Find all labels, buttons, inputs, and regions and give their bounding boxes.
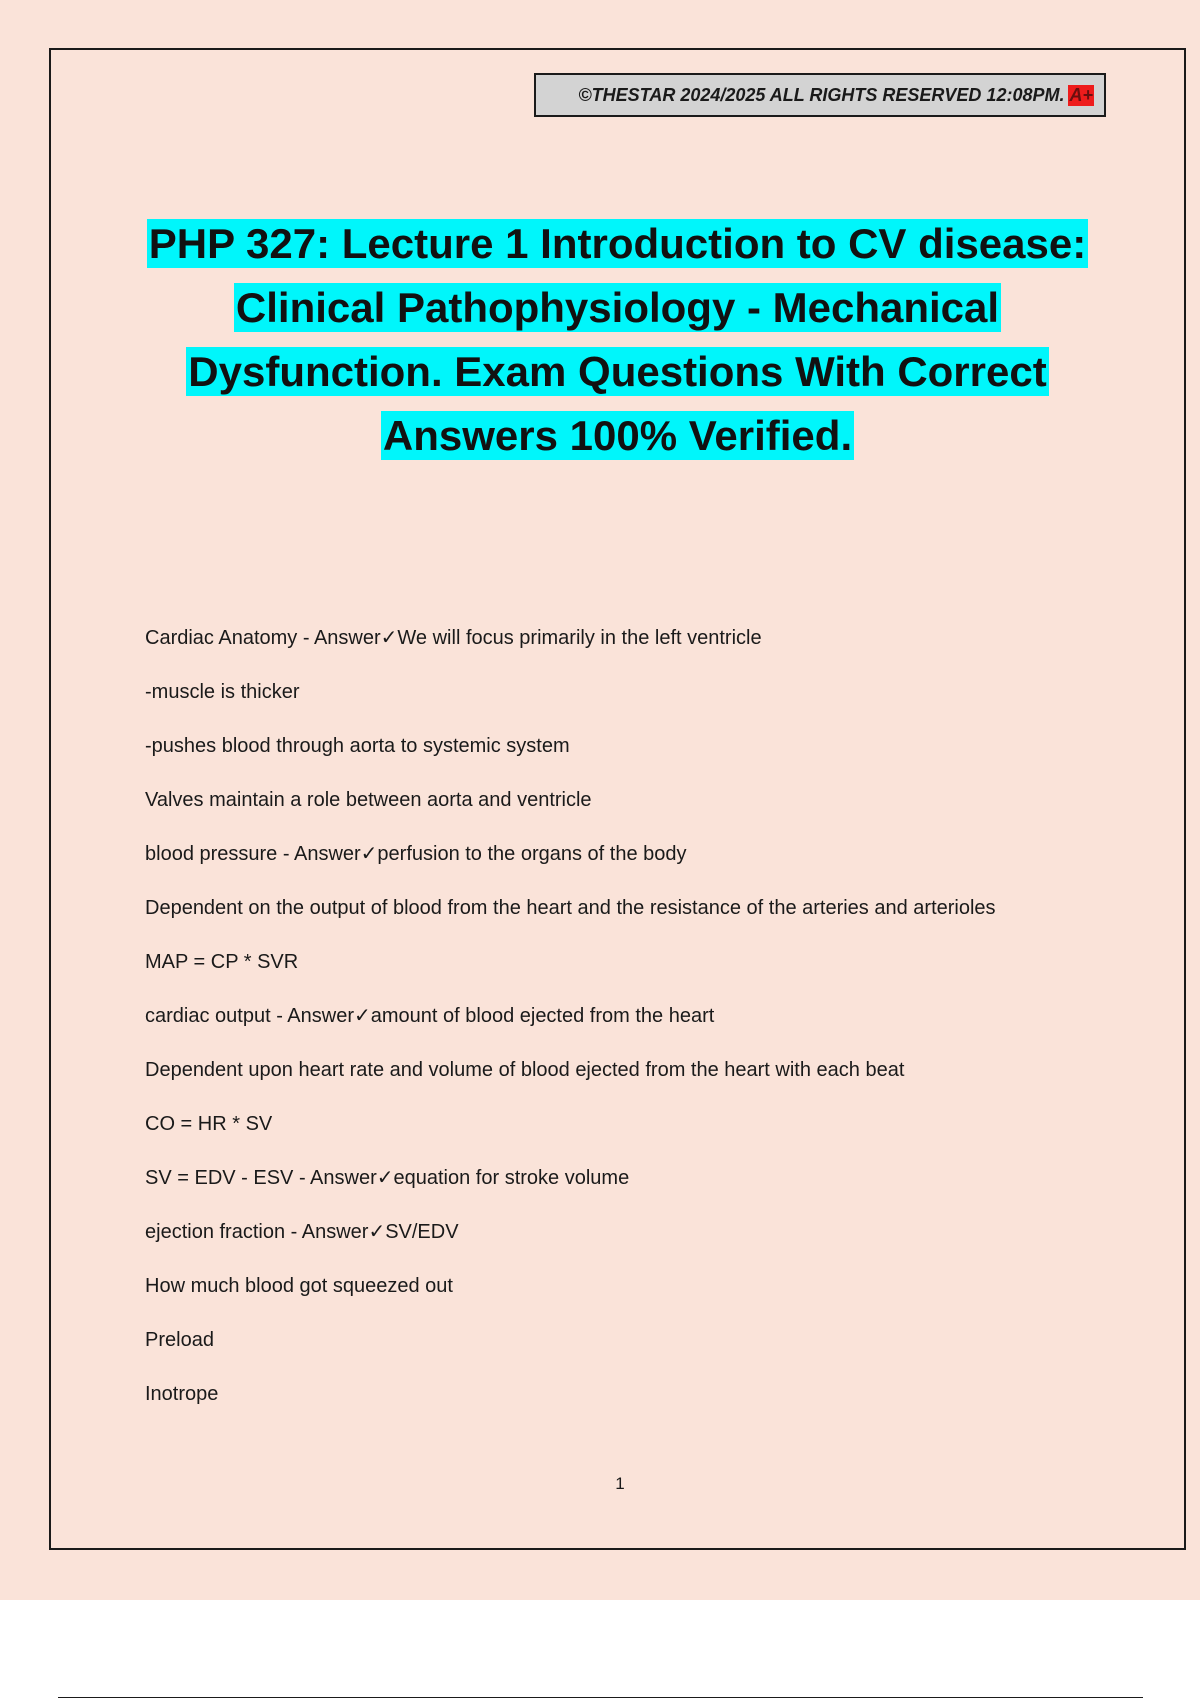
copyright-banner (534, 73, 1106, 117)
content-line: Cardiac Anatomy - Answer✓We will focus primarily in the left ventricle (145, 627, 762, 649)
title-line-3: Dysfunction. Exam Questions With Correct (188, 348, 1047, 395)
content-line: -muscle is thicker (145, 681, 300, 703)
content-line: MAP = CP * SVR (145, 951, 299, 973)
content-line: cardiac output - Answer✓amount of blood ejected from the heart (145, 1005, 715, 1027)
content-line: Preload (145, 1329, 214, 1351)
title-line-4: Answers 100% Verified. (382, 412, 853, 459)
content-line: How much blood got squeezed out (145, 1275, 453, 1297)
content-line: Valves maintain a role between aorta and ventricle (145, 789, 592, 811)
content-line: SV = EDV - ESV - Answer✓equation for stroke volume (145, 1167, 630, 1189)
content-line: Dependent on the output of blood from the heart and the resistance of the arteries and arterioles (145, 897, 996, 919)
document-title (100, 212, 1135, 468)
content-line: CO = HR * SV (145, 1113, 273, 1135)
question-content (145, 622, 1045, 1432)
content-line: Inotrope (145, 1383, 219, 1405)
content-line: -pushes blood through aorta to systemic system (145, 735, 570, 757)
next-page-divider (58, 1697, 1143, 1698)
grade-badge: A+ (1069, 84, 1093, 105)
content-line: blood pressure - Answer✓perfusion to the organs of the body (145, 843, 687, 865)
page-number: 1 (615, 1474, 625, 1493)
copyright-text: ©THESTAR 2024/2025 ALL RIGHTS RESERVED 12:08PM. (578, 84, 1065, 105)
title-line-2: Clinical Pathophysiology - Mechanical (235, 284, 1000, 331)
title-line-1: PHP 327: Lecture 1 Introduction to CV disease: (148, 220, 1087, 267)
content-line: ejection fraction - Answer✓SV/EDV (145, 1221, 459, 1243)
content-line: Dependent upon heart rate and volume of blood ejected from the heart with each beat (145, 1059, 905, 1081)
